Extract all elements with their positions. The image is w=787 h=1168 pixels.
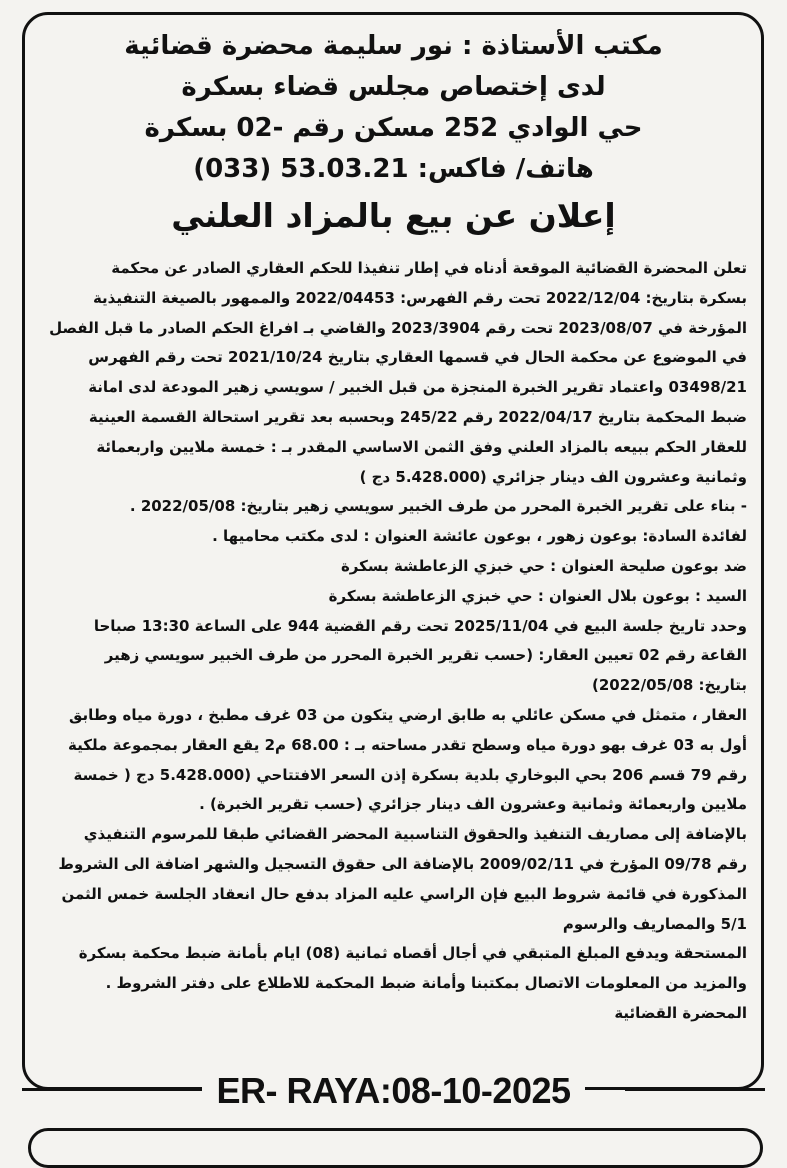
notice-header xyxy=(30,26,757,240)
body-line: القاعة رقم 02 تعيين العقار: (حسب تقرير الخبرة المحرر من طرف الخبير سويسي زهير xyxy=(104,646,747,665)
body-line: السيد : بوعون بلال العنوان : حي خبزي الزعاطشة بسكرة xyxy=(328,586,747,605)
address-line: حي الوادي 252 مسكن رقم -02 بسكرة xyxy=(144,113,643,143)
phone-line: هاتف/ فاكس: 53.03.21 (033) xyxy=(193,154,594,184)
body-line: والمزيد من المعلومات الاتصال بمكتبنا وأمانة ضبط المحكمة للاطلاع على دفتر الشروط . xyxy=(105,974,747,993)
body-line: وثمانية وعشرون الف دينار جزائري (5.428.000 دج ) xyxy=(359,467,747,486)
body-line: لفائدة السادة: بوعون زهور ، بوعون عائشة العنوان : لدى مكتب محاميها . xyxy=(212,527,747,546)
body-line: ملايين واربعمائة وثمانية وعشرون الف دينار جزائري (حسب تقرير الخبرة) . xyxy=(199,795,747,814)
footer-reference xyxy=(0,1071,787,1111)
body-line: المذكورة في قائمة شروط البيع فإن الراسي عليه المزاد بدفع حال انعقاد الجلسة خمس الثمن xyxy=(61,884,747,903)
body-line: ضد بوعون صليحة العنوان : حي خبزي الزعاطشة بسكرة xyxy=(340,556,747,575)
body-line: 03498/21 واعتماد تقرير الخبرة المنجزة من قبل الخبير / سويسي زهير المودعة لدى امانة xyxy=(88,378,747,397)
jurisdiction-line: لدى إختصاص مجلس قضاء بسكرة xyxy=(181,72,606,102)
body-line: 5/1 والمصاريف والرسوم xyxy=(562,914,747,933)
notice-body xyxy=(42,254,747,1029)
body-line: المستحقة ويدفع المبلغ المتبقي في أجال أقصاه ثمانية (08) ايام بأمانة ضبط محكمة بسكرة xyxy=(78,944,747,963)
body-line: وحدد تاريخ جلسة البيع في 2025/11/04 تحت رقم القضية 944 على الساعة 13:30 صباحا xyxy=(93,616,747,635)
body-line: - بناء على تقرير الخبرة المحرر من طرف الخبير سويسي زهير بتاريخ: 2022/05/08 . xyxy=(129,497,747,516)
next-notice-border xyxy=(28,1128,763,1168)
body-line: في الموضوع عن محكمة الحال في قسمها العقاري بتاريخ 2021/10/24 تحت رقم الفهرس xyxy=(88,348,747,367)
body-line: أول به 03 غرف بهو دورة مياه وسطح تقدر مساحته بـ : 68.00 م2 يقع العقار بمجموعة ملكية xyxy=(68,735,747,754)
body-line: رقم 09/78 المؤرخ في 2009/02/11 بالإضافة الى حقوق التسجيل والشهر اضافة الى الشروط xyxy=(58,854,747,873)
body-line: تعلن المحضرة القضائية الموقعة أدناه في إطار تنفيذا للحكم العقاري الصادر عن محكمة xyxy=(111,259,747,277)
body-line: بالإضافة إلى مصاريف التنفيذ والحقوق التناسبية المحضر القضائي طبقا للمرسوم التنفيذي xyxy=(83,825,747,844)
body-line: بتاريخ: 2022/05/08) xyxy=(592,676,747,695)
body-line: العقار ، متمثل في مسكن عائلي به طابق ارضي يتكون من 03 غرف مطبخ ، دورة مياه وطابق xyxy=(69,705,747,724)
body-line: رقم 79 قسم 206 بحي البوخاري بلدية بسكرة إذن السعر الافتتاحي (5.428.000 دج ( خمسة xyxy=(73,765,747,784)
publication-ref: ER- RAYA:08-10-2025 xyxy=(202,1071,584,1111)
signature-line: المحضرة القضائية xyxy=(614,1003,747,1022)
body-line: ضبط المحكمة بتاريخ 2022/04/17 رقم 245/22 وبحسبه بعد تقرير استحالة القسمة العينية xyxy=(88,407,747,426)
notice-title: إعلان عن بيع بالمزاد العلني xyxy=(171,196,616,235)
body-line: للعقار الحكم ببيعه بالمزاد العلني وفق الثمن الاساسي المقدر بـ : خمسة ملايين واربعمائة xyxy=(96,437,747,456)
office-line: مكتب الأستاذة : نور سليمة محضرة قضائية xyxy=(124,31,663,61)
body-line: المؤرخة في 2023/08/07 تحت رقم 2023/3904 والقاضي بـ افراغ الحكم الصادر ما قبل الفصل xyxy=(49,318,747,337)
body-line: بسكرة بتاريخ: 2022/12/04 تحت رقم الفهرس: 2022/04453 والممهور بالصيغة التنفيذية xyxy=(92,288,747,307)
